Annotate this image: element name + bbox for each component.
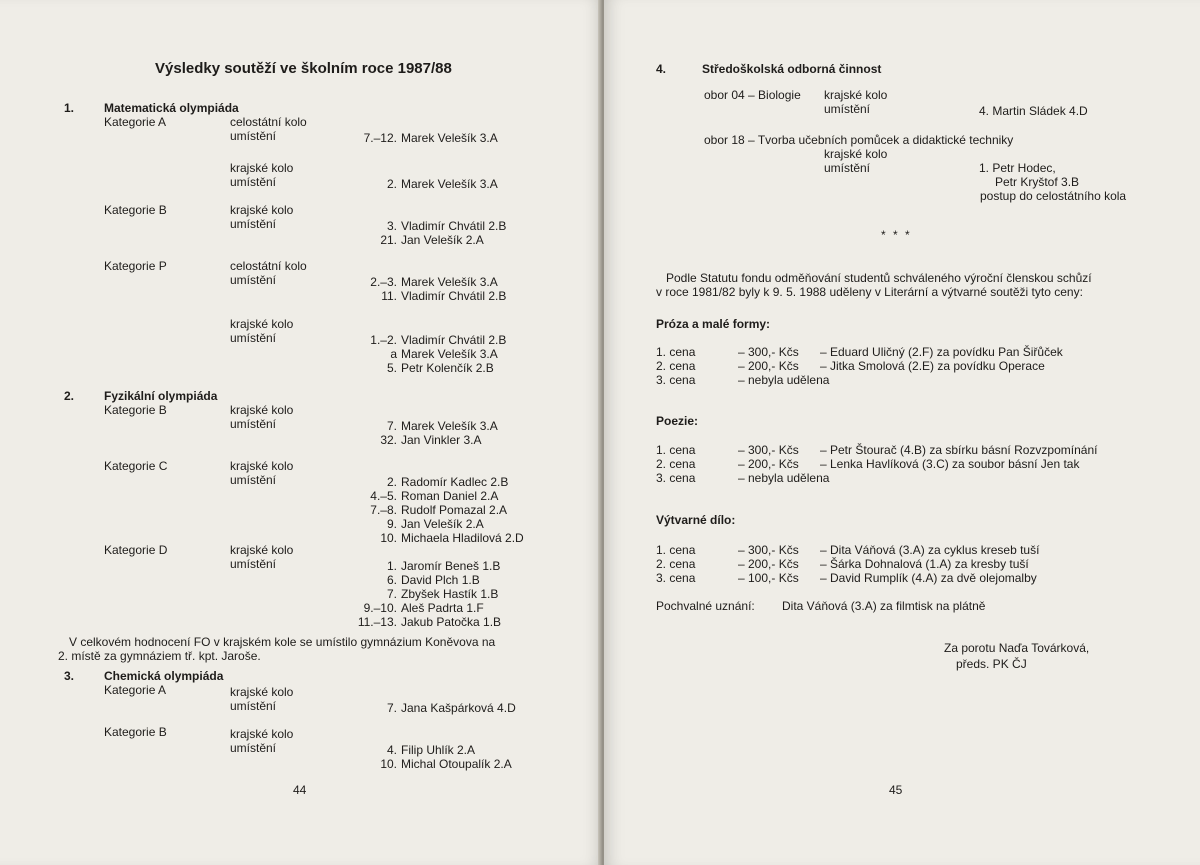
level-label: krajské kolo: [230, 543, 294, 557]
level-label: krajské kolo: [824, 147, 888, 161]
placement-label: umístění: [824, 102, 871, 116]
result-name: Michaela Hladilová 2.D: [401, 531, 524, 545]
placement-label: umístění: [230, 175, 277, 189]
result-name: Jan Velešík 2.A: [401, 233, 484, 247]
prize-place: 3. cena: [656, 571, 696, 585]
prize-amount: – 200,- Kčs: [738, 557, 799, 571]
signature-line: předs. PK ČJ: [956, 657, 1027, 671]
prize-winner: – Dita Váňová (3.A) za cyklus kreseb tuší: [820, 543, 1040, 557]
prize-category-heading: Výtvarné dílo:: [656, 513, 736, 527]
result-rank: 2.: [386, 475, 397, 489]
result-name: 1. Petr Hodec,: [979, 161, 1056, 175]
result-name: Marek Velešík 3.A: [401, 419, 498, 433]
level-label: krajské kolo: [230, 161, 294, 175]
prize-winner: – Petr Štourač (4.B) za sbírku básní Rozvzpomínání: [820, 443, 1098, 457]
result-name: Radomír Kadlec 2.B: [401, 475, 509, 489]
section-title: Fyzikální olympiáda: [104, 389, 218, 403]
page-number: 44: [293, 783, 307, 797]
prize-place: 1. cena: [656, 543, 696, 557]
result-rank: 7.: [386, 587, 397, 601]
result-name: Filip Uhlík 2.A: [401, 743, 476, 757]
result-name: Jaromír Beneš 1.B: [401, 559, 501, 573]
prize-winner: – Eduard Uličný (2.F) za povídku Pan Šiřůček: [820, 345, 1063, 359]
result-name: Jan Velešík 2.A: [401, 517, 484, 531]
level-label: krajské kolo: [824, 88, 888, 102]
result-rank: 4.–5.: [370, 489, 397, 503]
result-name: David Plch 1.B: [401, 573, 480, 587]
prize-winner: – Šárka Dohnalová (1.A) za kresby tuší: [820, 557, 1029, 571]
result-rank: a: [390, 347, 397, 361]
prize-category-heading: Poezie:: [656, 414, 699, 428]
category-label: Kategorie B: [104, 403, 167, 417]
commendation-label: Pochvalné uznání:: [656, 599, 755, 613]
prize-amount: – nebyla udělena: [738, 373, 830, 387]
result-rank: 11.: [381, 289, 397, 303]
result-name: Vladimír Chvátil 2.B: [401, 333, 507, 347]
result-rank: 9.–10.: [363, 601, 397, 615]
result-name: Marek Velešík 3.A: [401, 131, 498, 145]
result-name: Vladimír Chvátil 2.B: [401, 289, 507, 303]
level-label: krajské kolo: [230, 317, 294, 331]
result-rank: 10.: [380, 531, 397, 545]
placement-label: umístění: [824, 161, 871, 175]
result-name: Aleš Padrta 1.F: [401, 601, 484, 615]
right-page: [604, 0, 1200, 865]
result-name: Rudolf Pomazal 2.A: [401, 503, 508, 517]
category-label: Kategorie B: [104, 203, 167, 217]
result-rank: 32.: [380, 433, 397, 447]
section-divider: * * *: [881, 228, 912, 242]
field-label: obor 18 – Tvorba učebních pomůcek a didaktické techniky: [704, 133, 1014, 147]
result-name: 4. Martin Sládek 4.D: [979, 104, 1088, 118]
prize-place: 2. cena: [656, 359, 696, 373]
result-rank: 10.: [380, 757, 397, 771]
section-number: 4.: [656, 62, 667, 76]
level-label: celostátní kolo: [230, 115, 307, 129]
result-rank: 6.: [386, 573, 397, 587]
result-rank: 1.: [386, 559, 397, 573]
result-rank: 7.: [386, 419, 397, 433]
page-title: Výsledky soutěží ve školním roce 1987/88: [155, 60, 452, 77]
result-name: Marek Velešík 3.A: [401, 177, 498, 191]
category-label: Kategorie D: [104, 543, 168, 557]
level-label: krajské kolo: [230, 403, 294, 417]
placement-label: umístění: [230, 473, 277, 487]
result-rank: 9.: [386, 517, 397, 531]
result-note: postup do celostátního kola: [980, 189, 1127, 203]
result-name: Marek Velešík 3.A: [401, 275, 498, 289]
category-label: Kategorie C: [104, 459, 168, 473]
section-title: Chemická olympiáda: [104, 669, 224, 683]
level-label: krajské kolo: [230, 459, 294, 473]
placement-label: umístění: [230, 557, 277, 571]
summary-text: V celkovém hodnocení FO v krajském kole se umístilo gymnázium Koněvova na: [69, 635, 496, 649]
level-label: celostátní kolo: [230, 259, 307, 273]
prize-place: 3. cena: [656, 471, 696, 485]
result-rank: 2.: [386, 177, 397, 191]
result-rank: 5.: [386, 361, 397, 375]
result-name: Roman Daniel 2.A: [401, 489, 499, 503]
prize-amount: – 300,- Kčs: [738, 443, 799, 457]
category-label: Kategorie A: [104, 683, 167, 697]
prize-amount: – 300,- Kčs: [738, 345, 799, 359]
result-name: Michal Otoupalík 2.A: [401, 757, 512, 771]
placement-label: umístění: [230, 273, 277, 287]
prize-amount: – 200,- Kčs: [738, 457, 799, 471]
placement-label: umístění: [230, 129, 277, 143]
level-label: krajské kolo: [230, 727, 294, 741]
prize-winner: – Lenka Havlíková (3.C) za soubor básní Jen tak: [820, 457, 1080, 471]
prize-place: 1. cena: [656, 443, 696, 457]
placement-label: umístění: [230, 331, 277, 345]
prize-amount: – 100,- Kčs: [738, 571, 799, 585]
prize-place: 2. cena: [656, 457, 696, 471]
category-label: Kategorie B: [104, 725, 167, 739]
result-rank: 1.–2.: [370, 333, 397, 347]
prize-winner: – David Rumplík (4.A) za dvě olejomalby: [820, 571, 1037, 585]
result-rank: 11.–13.: [357, 615, 397, 629]
result-name: Jana Kašpárková 4.D: [401, 701, 516, 715]
page-number: 45: [889, 783, 903, 797]
result-rank: 3.: [386, 219, 397, 233]
prize-place: 1. cena: [656, 345, 696, 359]
result-name: Vladimír Chvátil 2.B: [401, 219, 507, 233]
result-name: Marek Velešík 3.A: [401, 347, 498, 361]
result-name: Jan Vinkler 3.A: [401, 433, 482, 447]
commendation-text: Dita Váňová (3.A) za filmtisk na plátně: [782, 599, 986, 613]
placement-label: umístění: [230, 417, 277, 431]
placement-label: umístění: [230, 217, 277, 231]
result-rank: 2.–3.: [370, 275, 397, 289]
field-label: obor 04 – Biologie: [704, 88, 801, 102]
placement-label: umístění: [230, 699, 277, 713]
level-label: krajské kolo: [230, 203, 294, 217]
prize-amount: – nebyla udělena: [738, 471, 830, 485]
summary-text: 2. místě za gymnáziem tř. kpt. Jaroše.: [58, 649, 261, 663]
result-name: Jakub Patočka 1.B: [401, 615, 502, 629]
result-name: Petr Kryštof 3.B: [995, 175, 1080, 189]
result-name: Zbyšek Hastík 1.B: [401, 587, 499, 601]
section-number: 1.: [64, 101, 75, 115]
section-title: Středoškolská odborná činnost: [702, 62, 882, 76]
prize-place: 3. cena: [656, 373, 696, 387]
placement-label: umístění: [230, 741, 277, 755]
prize-place: 2. cena: [656, 557, 696, 571]
result-rank: 7.–8.: [370, 503, 397, 517]
intro-text: Podle Statutu fondu odměňování studentů schváleného výroční členskou schůzí: [666, 271, 1092, 285]
category-label: Kategorie A: [104, 115, 167, 129]
result-rank: 7.–12.: [363, 131, 397, 145]
result-rank: 7.: [386, 701, 397, 715]
result-name: Petr Kolenčík 2.B: [401, 361, 494, 375]
result-rank: 4.: [386, 743, 397, 757]
section-number: 2.: [64, 389, 75, 403]
signature-line: Za porotu Naďa Továrková,: [944, 641, 1090, 655]
section-title: Matematická olympiáda: [104, 101, 239, 115]
section-number: 3.: [64, 669, 75, 683]
prize-amount: – 300,- Kčs: [738, 543, 799, 557]
prize-winner: – Jitka Smolová (2.E) za povídku Operace: [820, 359, 1045, 373]
intro-text: v roce 1981/82 byly k 9. 5. 1988 uděleny v Literární a výtvarné soutěži tyto ceny:: [656, 285, 1083, 299]
prize-category-heading: Próza a malé formy:: [656, 317, 771, 331]
category-label: Kategorie P: [104, 259, 167, 273]
result-rank: 21.: [380, 233, 397, 247]
level-label: krajské kolo: [230, 685, 294, 699]
prize-amount: – 200,- Kčs: [738, 359, 799, 373]
